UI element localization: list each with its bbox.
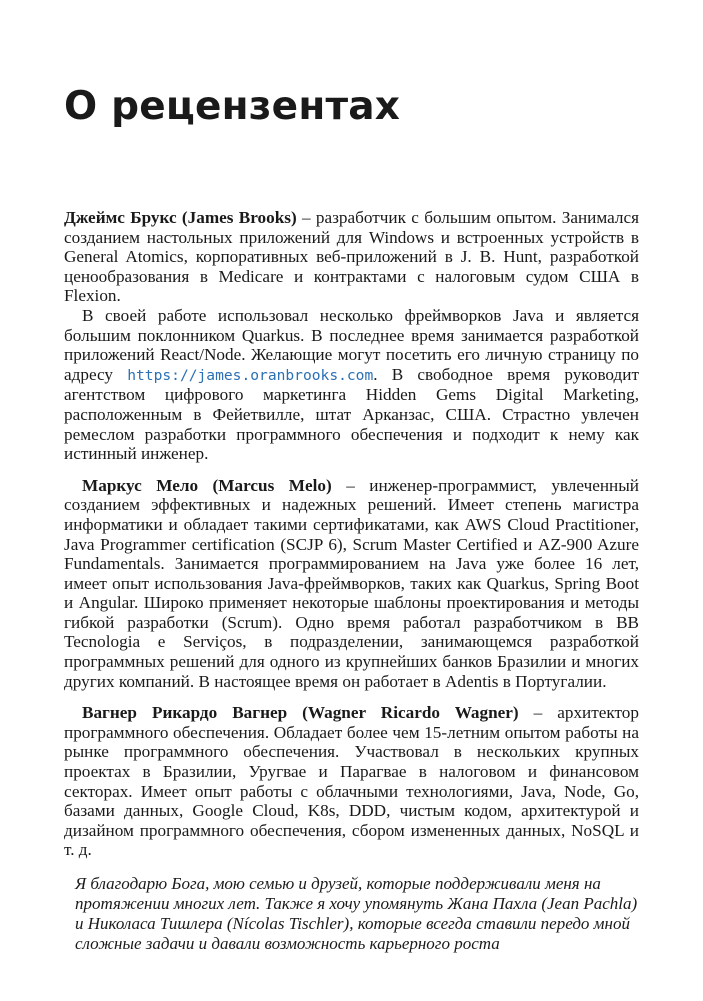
reviewer-name: Джеймс Брукс (James Brooks)	[64, 208, 297, 227]
reviewers-body	[64, 208, 639, 954]
reviewer-bio: – архитектор программного обеспечения. Обладает более чем 15-летним опытом работы на рынке программного обеспечения. Участвовал в нескольких крупных проектах в Бразилии, Уругвае и Парагвае в налоговом и финансовом секторах. Имеет опыт работы с облачными технологиями, Java, Node, Go, базами данных, Google Cloud, K8s, DDD, чистым кодом, архитектурой и дизайном программного обеспечения, сбором измененных данных, NoSQL и т. д.	[64, 703, 639, 860]
reviewer-name: Маркус Мело (Marcus Melo)	[82, 475, 332, 495]
reviewer-paragraph	[64, 208, 639, 306]
reviewer-bio: – разработчик с большим опытом. Занимался созданием настольных приложений для Windows и встроенных устройств в General Atomics, корпоративных веб-приложений в J. B. Hunt, разработкой ценообразования в Medicare и контрактами с налоговым судом США в Flexion.	[64, 208, 639, 306]
acknowledgement: Я благодарю Бога, мою семью и друзей, которые поддерживали меня на протяжении многих лет. Также я хочу упомянуть Жана Пахла (Jean Pachla) и Николаса Тишлера (Nícolas Tischler), которые всегда ставили передо мной сложные задачи и давали возможность карьерного роста	[75, 874, 638, 953]
reviewer-paragraph-continued	[64, 306, 639, 464]
reviewer-name: Вагнер Рикардо Вагнер (Wagner Ricardo Wagner)	[82, 703, 519, 723]
reviewer-bio-part: В своей работе использовал несколько фреймворков Java и является большим поклонником Quarkus. В последнее время занимается разработкой приложений React/Node. Желающие могут посетить его личную страницу по адресу	[64, 305, 639, 384]
reviewer-bio: – инженер-программист, увлеченный созданием эффективных и надежных решений. Имеет степень магистра информатики и обладает такими сертификатами, как AWS Cloud Practitioner, Java Programmer certification (SCJP 6), Scrum Master Certified и AZ-900 Azure Fundamentals. Занимается программированием на Java уже более 16 лет, имеет опыт использования Java-фреймворков, таких как Quarkus, Spring Boot и Angular. Широко применяет некоторые шаблоны проектирования и методы гибкой разработки (Scrum). Одно время работал разработчиком в BB Tecnologia e Serviços, в подразделении, занимающемся разработкой программных решений для одного из крупнейших банков Бразилии и многих других компаний. В настоящее время он работает в Adentis в Португалии.	[64, 475, 639, 691]
page-title: О рецензентах	[64, 84, 401, 129]
reviewer-bio-part: . В свободное время руководит агентством цифрового маркетинга Hidden Gems Digital Marketing, расположенным в Фейетвилле, штат Арканзас, США. Страстно увлечен ремеслом разработки программного обеспечения и подходит к нему как истинный инженер.	[64, 364, 639, 464]
homepage-link[interactable]: https://james.oranbrooks.com	[127, 366, 374, 384]
reviewer-paragraph	[64, 476, 639, 692]
reviewer-paragraph	[64, 703, 639, 860]
